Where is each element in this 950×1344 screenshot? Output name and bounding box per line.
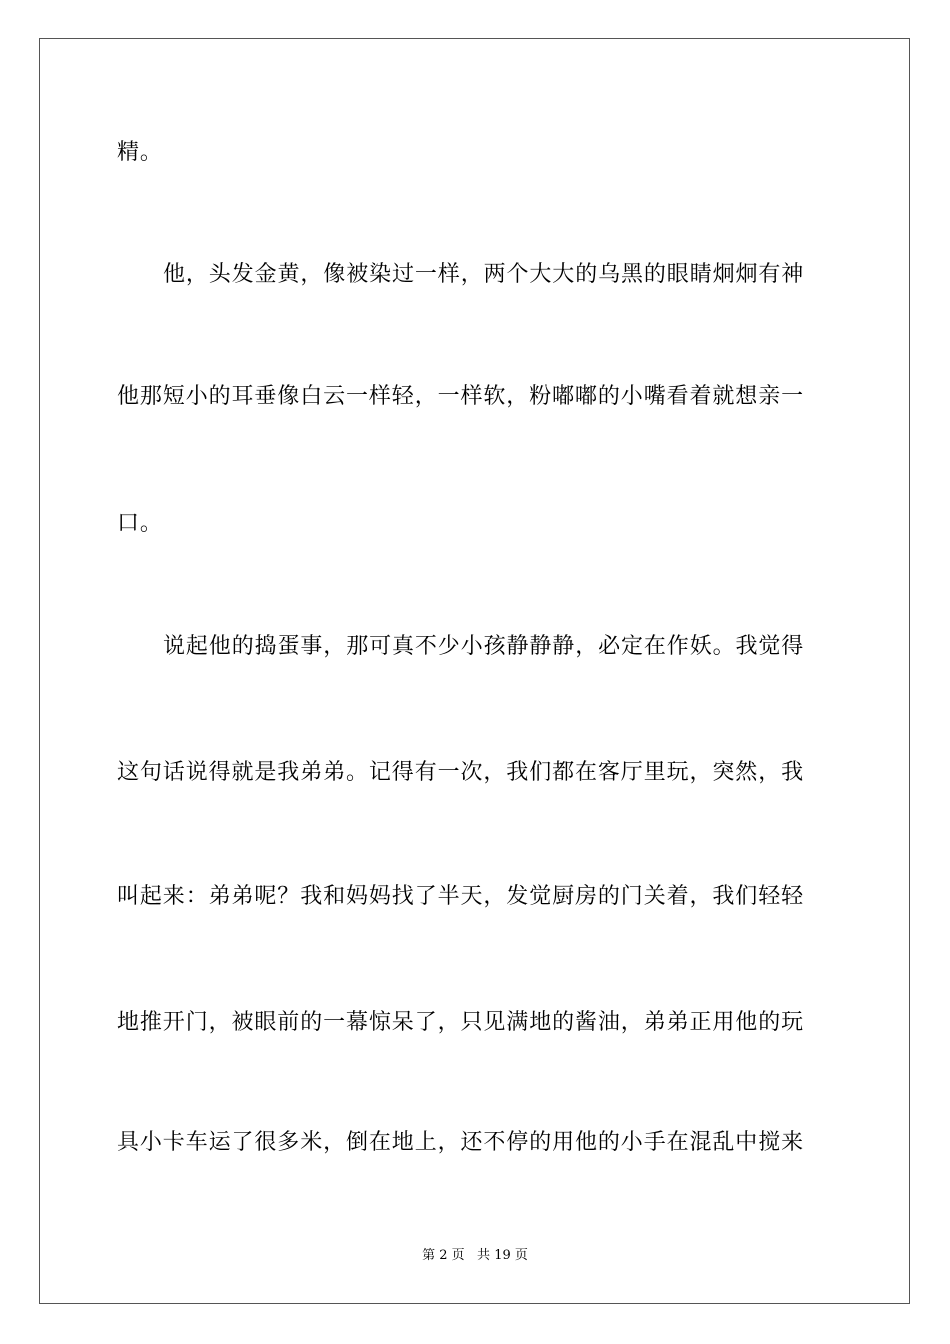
body-text-line: 口。 (117, 511, 163, 536)
body-text-line: 具小卡车运了很多米，倒在地上，还不停的用他的小手在混乱中搅来 (117, 1130, 805, 1155)
body-text-line: 地推开门，被眼前的一幕惊呆了，只见满地的酱油，弟弟正用他的玩 (117, 1010, 805, 1035)
paragraph-first-line: 说起他的捣蛋事，那可真不少小孩静静静，必定在作妖。我觉得 (163, 634, 805, 659)
body-text-line: 叫起来：弟弟呢？我和妈妈找了半天，发觉厨房的门关着，我们轻轻 (117, 884, 805, 909)
paragraph-first-line: 他，头发金黄，像被染过一样，两个大大的乌黑的眼睛炯炯有神 (163, 262, 805, 287)
page-number-footer: 第 2 页 共 19 页 (422, 1248, 528, 1263)
page-border (39, 38, 910, 1304)
body-text-line: 精。 (117, 140, 163, 165)
body-text-line: 这句话说得就是我弟弟。记得有一次，我们都在客厅里玩，突然，我 (117, 760, 805, 785)
body-text-line: 他那短小的耳垂像白云一样轻，一样软，粉嘟嘟的小嘴看着就想亲一 (117, 384, 805, 409)
